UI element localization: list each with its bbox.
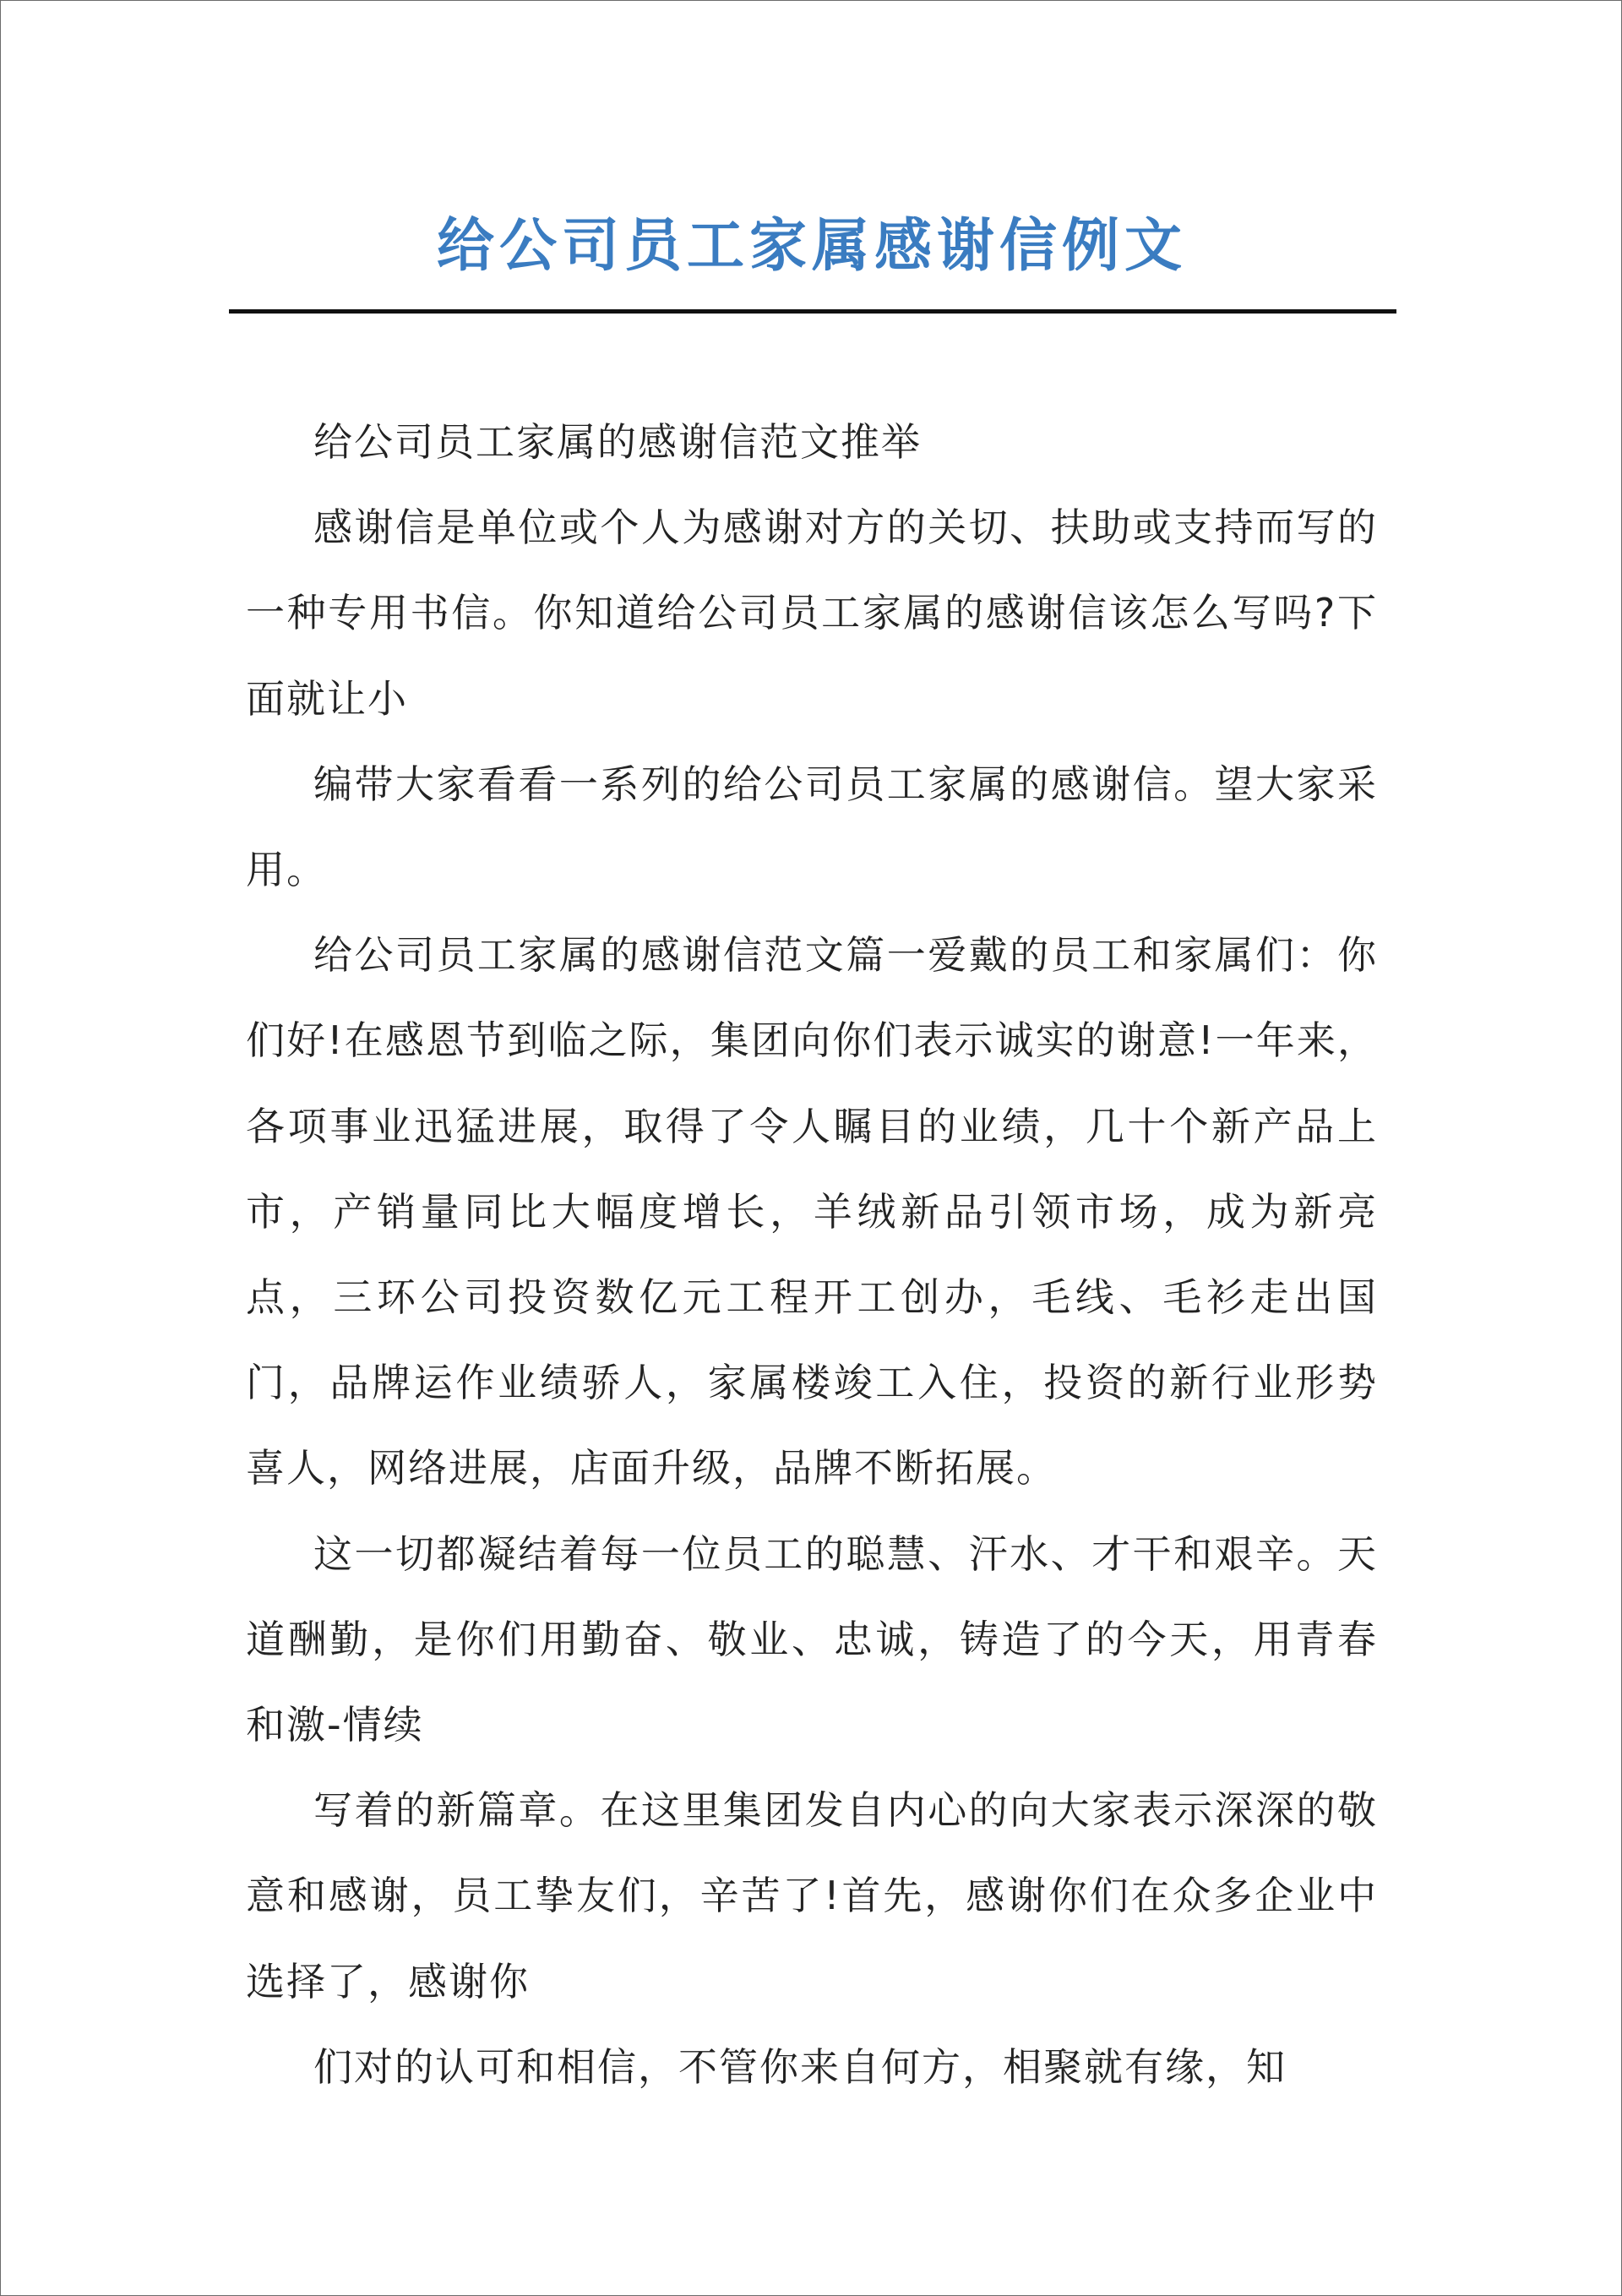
paragraph: 给公司员工家属的感谢信范文篇一爱戴的员工和家属们：你们好!在感恩节到临之际，集团向你们表示诚实的谢意!一年来，各项事业迅猛进展，取得了令人瞩目的业绩，几十个新产品上市，产销量同比大幅度增长，羊绒新品引领市场，成为新亮点，三环公司投资数亿元工程开工创办，毛线、毛衫走出国门，品牌运作业绩骄人，家属楼竣工入住，投资的新行业形势喜人，网络进展，店面升级，品牌不断拓展。 xyxy=(246,932,1378,1492)
document-body xyxy=(246,400,1378,2110)
title-divider xyxy=(229,309,1396,314)
paragraph: 们对的认可和相信，不管你来自何方，相聚就有缘，知 xyxy=(313,2043,1287,2090)
paragraph: 这一切都凝结着每一位员工的聪慧、汗水、才干和艰辛。天道酬勤，是你们用勤奋、敬业、忠诚，铸造了的今天，用青春和激-情续 xyxy=(246,1530,1378,1748)
paragraph: 给公司员工家属的感谢信范文推举 xyxy=(313,419,922,465)
paragraph: 感谢信是单位或个人为感谢对方的关切、扶助或支持而写的一种专用书信。你知道给公司员工家属的感谢信该怎么写吗?下面就让小 xyxy=(246,504,1378,722)
paragraph: 编带大家看看一系列的给公司员工家属的感谢信。望大家采用。 xyxy=(246,761,1378,893)
paragraph: 写着的新篇章。在这里集团发自内心的向大家表示深深的敬意和感谢，员工挚友们，辛苦了!首先，感谢你们在众多企业中选择了，感谢你 xyxy=(246,1787,1378,2004)
document-title: 给公司员工家属感谢信例文 xyxy=(436,212,1187,280)
